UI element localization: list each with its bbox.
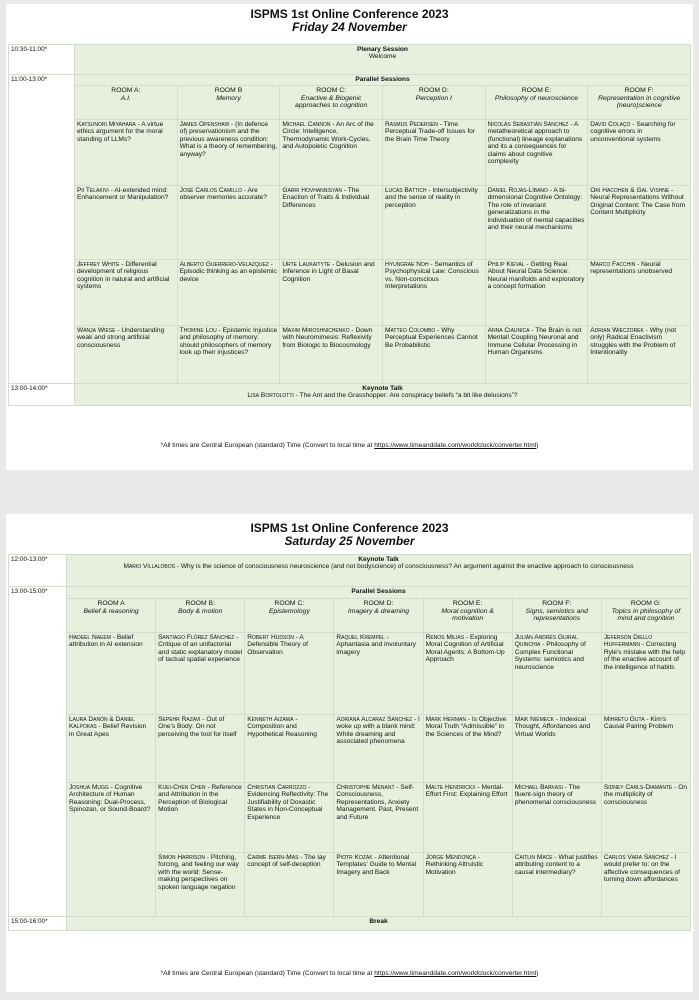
talk-cell: Laura Danón & Daniel Kalpokas - Belief Revision in Great Apes <box>67 715 156 783</box>
talk-cell: Piotr Kozak - Attentional Templates' Guide to Mental Imagery and Back <box>334 853 423 917</box>
room-header: ROOM D: Perception I <box>382 86 485 120</box>
talk-cell: Simon Harrison - Pitching, forcing, and feeling our way with the world: Sense-making perspectives on spoken language negation <box>156 853 245 917</box>
session-row <box>9 120 691 186</box>
talk-cell: Raquel Krempel - Aphantasia and involuntary imagery <box>334 633 423 715</box>
session-row <box>9 715 691 783</box>
timezone-note: *All times are Central European (standard) Time (Convert to local time at https://www.timeanddate.com/worldclock/converter.html) <box>160 442 539 449</box>
session-row <box>9 633 691 715</box>
time-cell: 11:00-13:00* <box>9 75 75 384</box>
time-cell: 12:00-13:00* <box>9 555 67 587</box>
talk-cell: Philip Kieval - Getting Real About Neural Data Science: Neural manifolds and exploratory a concept formation <box>485 260 588 326</box>
room-header: ROOM D: Imagery & dreaming <box>334 599 423 633</box>
talk-cell: Marco Facchin - Neural representations unobserved <box>588 260 691 326</box>
talk-cell: Carme Isern-Mas - The lay concept of self-deception <box>245 853 334 917</box>
talk-cell: Christian Carrozzo - Evidencing Reflectivity: The Justifiability of Doxastic States in Non-Conceptual Experience <box>245 783 334 853</box>
talk-cell: Joshua Mugg - Cognitive Architecture of Human Reasoning: Dual-Process, Spinozan, or Sound-Board? <box>67 783 156 917</box>
break-session: Break <box>67 917 691 931</box>
talk-cell: Jeferson Diello Huffermann - Correcting Ryle's mistake with the help of the enactive account of the intelligence of habits <box>601 633 690 715</box>
talk-cell: Michael Barkasi - The fluent-sign theory of phenomenal consciousness <box>512 783 601 853</box>
session-row <box>9 783 691 853</box>
talk-cell: Caitlin Mace - What justifies attributing content to a causal intermediary? <box>512 853 601 917</box>
talk-cell: Jeffrey White - Differential development of religious cognition in natural and artificial systems <box>75 260 178 326</box>
talk-cell: Robert Hudson - A Defensible Theory of Observation <box>245 633 334 715</box>
talk-cell: Pii Telakivi - AI-extended mind: Enhancement or Manipulation? <box>75 186 178 260</box>
page-date: Saturday 25 November <box>284 534 415 548</box>
room-header: ROOM G: Topics in philosophy of mind and cognition <box>601 599 690 633</box>
talk-cell: Kenneth Aizawa - Composition and Hypothetical Reasoning <box>245 715 334 783</box>
parallel-sessions-header: Parallel Sessions <box>67 587 691 599</box>
room-header: ROOM A: A.I. <box>75 86 178 120</box>
plenary-session: Plenary Session Welcome <box>75 45 691 75</box>
session-row <box>9 326 691 384</box>
talk-cell: Michael Cannon - An Arc of the Circle: Intelligence, Thermodynamic Work-Cycles, and Autopoietic Cognition <box>280 120 383 186</box>
talk-cell: Kuei-Chen Chen - Reference and Attribution in the Perception of Biological Motion <box>156 783 245 853</box>
timezone-converter-link[interactable]: https://www.timeanddate.com/worldclock/converter.html <box>374 970 537 977</box>
talk-cell: Malte Hendrickx - Mental-Effort First: Explaining Effort <box>423 783 512 853</box>
talk-cell: Wanja Wiese - Understanding weak and strong artificial consciousness <box>75 326 178 384</box>
talk-cell: Alberto Guerrero-Velazquez - Episodic thinking as an epistemic device <box>177 260 280 326</box>
talk-cell: Julián Andrés Guiral Quinchia - Philosophy of Complex Functional Systems: semiotics and neuroscience <box>512 633 601 715</box>
page-title: ISPMS 1st Online Conference 2023 Friday 24 November <box>6 4 693 34</box>
schedule-table <box>8 44 691 406</box>
talk-cell: Sepehr Razavi - Out of One's Body: On not perceiving the tool for itself <box>156 715 245 783</box>
room-header: ROOM E: Philosophy of neuroscience <box>485 86 588 120</box>
parallel-sessions-header: Parallel Sessions <box>75 75 691 86</box>
talk-cell: Sidney Carls-Diamante - On the multiplicity of consciousness <box>601 783 690 853</box>
talk-cell: Matteo Colombo - Why Perceptual Experiences Cannot Be Probabilistic <box>382 326 485 384</box>
talk-cell: Anna Ciaunica - The Brain is not Mental! Coupling Neuronal and Immune Cellular Processing in Human Organisms <box>485 326 588 384</box>
talk-cell: Christophe Menant - Self-Consciousness, Representations, Anxiety Management. Past, Present and Future <box>334 783 423 853</box>
talk-cell: Carlos Vara Sánchez - I would prefer to: on the affective consequences of turning down affordances <box>601 853 690 917</box>
talk-cell: James Openshaw - (In defence of) preservationism and the previous awareness condition: What is a theory of remembering, anyway? <box>177 120 280 186</box>
talk-cell: Adrian Wieczorek - Why (not only) Radical Enactivism struggles with the Problem of Intentionality <box>588 326 691 384</box>
talk-cell: Urte Laukaityte - Delusion and Inference in Light of Basal Cognition <box>280 260 383 326</box>
room-header: ROOM F: Signs, semiotics and representations <box>512 599 601 633</box>
room-header: ROOM B: Body & motion <box>156 599 245 633</box>
talk-cell: José Carlos Camillo - Are observer memories accurate? <box>177 186 280 260</box>
room-header: ROOM F: Representation in cognitive (neuro)science <box>588 86 691 120</box>
time-cell: 10:30-11:00* <box>9 45 75 75</box>
talk-cell: Mark Herman - Is Objective Moral Truth “Admissible” in the Sciences of the Mind? <box>423 715 512 783</box>
timezone-note: *All times are Central European (standard) Time (Convert to local time at https://www.timeanddate.com/worldclock/converter.html) <box>160 970 539 977</box>
page-date: Friday 24 November <box>292 20 407 34</box>
rooms-header-row <box>9 599 691 633</box>
talk-cell: Thomine Lou - Epistemic Injustice and philosophy of memory: should philosophers of memory look up their injustices? <box>177 326 280 384</box>
rooms-header-row <box>9 86 691 120</box>
talk-cell: Jorge Mendonça - Rethinking Altruistic Motivation <box>423 853 512 917</box>
talk-cell: David Colaço - Searching for cognitive errors in unconventional systems <box>588 120 691 186</box>
session-row <box>9 260 691 326</box>
talk-cell: Maxim Miroshnichenko - Down with Neuromimesis: Reflexivity from Biologic to Biocosmology <box>280 326 383 384</box>
time-cell: 15:00-16:00* <box>9 917 67 931</box>
talk-cell: Rasmus Pedersen - Time Perceptual Trade-off Issues for the Brain Time Theory <box>382 120 485 186</box>
time-cell: 13:00-14:00* <box>9 384 75 406</box>
talk-cell: Ori Hacohen & Gal Vishne - Neural Representations Without Original Content: The Case from Content Multiplicity <box>588 186 691 260</box>
talk-cell: Hyungrae Noh - Semantics of Psychophysical Law: Conscious vs. Non-conscious Interpretations <box>382 260 485 326</box>
talk-cell: Daniel Rojas-Líbano - A bi-dimensional Cognitive Ontology: The role of invariant generalizations in the individuation of mental capacities and their neural mechanisms <box>485 186 588 260</box>
room-header: ROOM E: Moral cognition & motivation <box>423 599 512 633</box>
room-header: ROOM C: Enactive & Biogenic approaches to cognition <box>280 86 383 120</box>
talk-cell: Lucas Battich - Intersubjectivity and the sense of reality in perception <box>382 186 485 260</box>
talk-cell: Garri Hovhannisyan - The Enaction of Traits & Individual Differences <box>280 186 383 260</box>
talk-cell: Adriana Alcaraz Sánchez - I woke up with a blank mind: White dreaming and associated phenomena <box>334 715 423 783</box>
talk-cell: Maik Niemeck - Indexical Thought, Affordances and Virtual Worlds <box>512 715 601 783</box>
time-cell: 13:00-15:00* <box>9 587 67 917</box>
schedule-page-saturday <box>6 514 693 992</box>
talk-cell: Santiago Flórez Sánchez - Critique of an unifactorial and static explanatory model of tactual spatial experience <box>156 633 245 715</box>
schedule-page-friday <box>6 4 693 470</box>
timezone-converter-link[interactable]: https://www.timeanddate.com/worldclock/converter.html <box>374 442 537 449</box>
talk-cell: Mihretu Guta - Kim's Causal Pairing Problem <box>601 715 690 783</box>
talk-cell: Nicolás Sebastián Sánchez - A metatheoretical approach to (functional) lineage explanations and its a consequences for claims about cognitive complexity <box>485 120 588 186</box>
room-header: ROOM B Memory <box>177 86 280 120</box>
keynote-session: Keynote Talk Mario Villalobos - Why is the science of consciousness neuroscience (and not bodyscience) of consciousness? An argument against the enactive approach to consciousness <box>67 555 691 587</box>
room-header: ROOM C: Epistemology <box>245 599 334 633</box>
schedule-table <box>8 554 691 931</box>
session-row <box>9 186 691 260</box>
keynote-session: Keynote Talk Lisa Bortolotti - The Ant and the Grasshopper: Are conspiracy beliefs “a bit like delusions”? <box>75 384 691 406</box>
talk-cell: Hadeel Naeem - Belief attribution in AI extension <box>67 633 156 715</box>
talk-cell: Katsunori Miyahara - A virtue ethics argument for the moral standing of LLMs? <box>75 120 178 186</box>
page-title: ISPMS 1st Online Conference 2023 Saturday 25 November <box>6 514 693 548</box>
talk-cell: Renos Milias - Exploring Moral Cognition of Artificial Moral Agents: A Bottom-Up Approach <box>423 633 512 715</box>
room-header: ROOM A Belief & reasoning <box>67 599 156 633</box>
